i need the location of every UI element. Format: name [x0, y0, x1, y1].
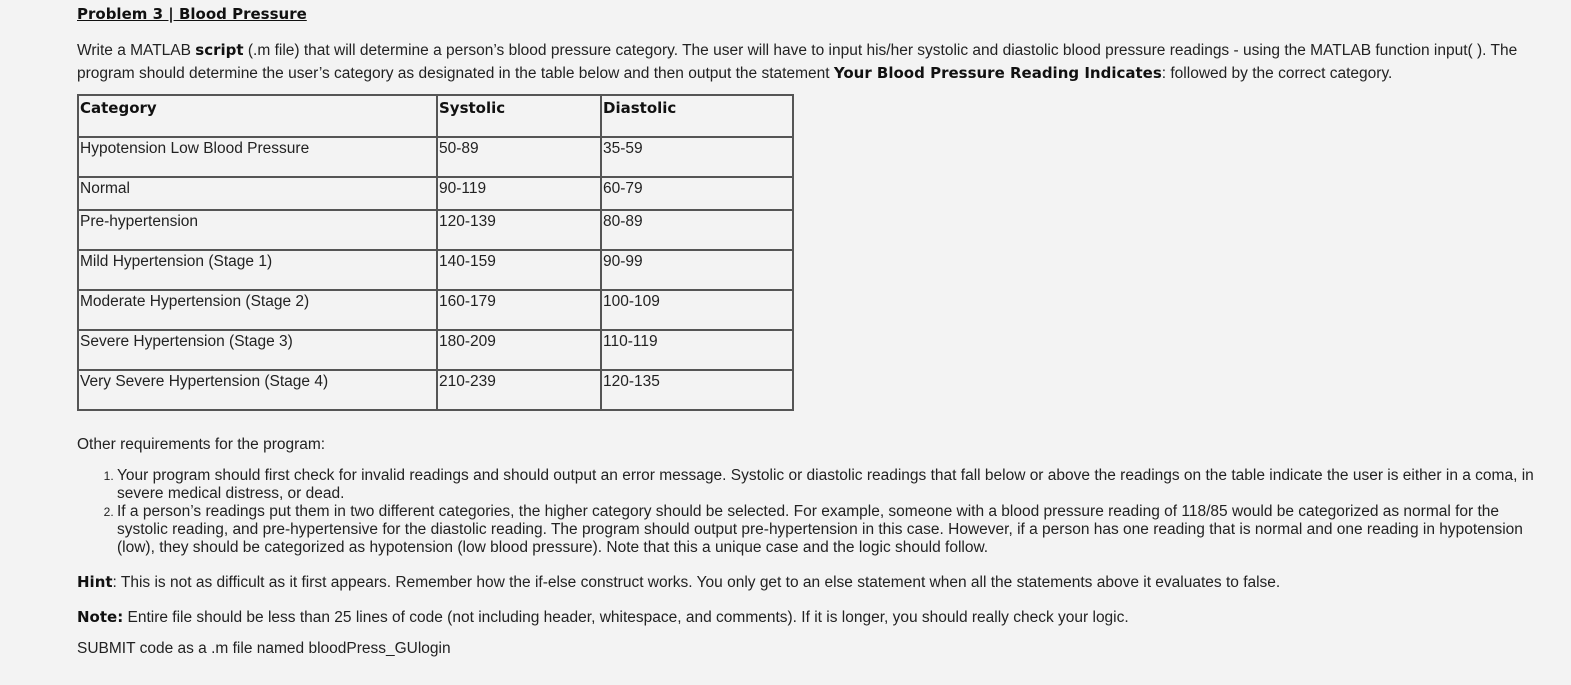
cell-category: Mild Hypertension (Stage 1) [78, 250, 437, 290]
table-row [78, 330, 793, 370]
output-statement: Your Blood Pressure Reading Indicates [833, 64, 1162, 82]
header-systolic: Systolic [437, 95, 601, 137]
table-row [78, 250, 793, 290]
intro-text-3: : followed by the correct category. [1161, 65, 1393, 82]
cell-diastolic: 120-135 [601, 370, 793, 410]
list-item: 2. If a person’s readings put them in two different categories, the higher category should be selected. For example, someone with a blood pressure reading of 118/85 would be categorized as normal for the systolic reading, and pre-hypertensive for the diastolic reading. The program should output pre-hypertension in this case. However, if a person has one reading that is normal and one reading in hypotension (low), they should be categorized as hypotension (low blood pressure). Note that this a unique case and the logic should follow. [117, 503, 1547, 557]
submit-instruction: SUBMIT code as a .m file named bloodPress_GUlogin [77, 640, 451, 657]
table-row [78, 210, 793, 250]
cell-systolic: 160-179 [437, 290, 601, 330]
intro-text-1: Write a MATLAB [77, 42, 196, 59]
cell-systolic: 210-239 [437, 370, 601, 410]
note-paragraph [77, 607, 1129, 628]
cell-diastolic: 100-109 [601, 290, 793, 330]
header-category: Category [78, 95, 437, 137]
table-header-row [78, 95, 793, 137]
cell-diastolic: 80-89 [601, 210, 793, 250]
list-item: 1. Your program should first check for invalid readings and should output an error message. Systolic or diastolic readings that fall below or above the readings on the table indicate the user is either in a coma, in severe medical distress, or dead. [117, 467, 1547, 503]
script-keyword: script [195, 41, 244, 59]
blood-pressure-table [77, 94, 794, 411]
note-text: Entire file should be less than 25 lines of code (not including header, whitespace, and comments). If it is longer, you should really check your logic. [123, 609, 1129, 626]
cell-systolic: 140-159 [437, 250, 601, 290]
cell-category: Normal [78, 177, 437, 210]
table-row [78, 137, 793, 177]
note-label: Note: [77, 608, 124, 626]
table-row [78, 177, 793, 210]
cell-systolic: 120-139 [437, 210, 601, 250]
cell-diastolic: 60-79 [601, 177, 793, 210]
cell-category: Very Severe Hypertension (Stage 4) [78, 370, 437, 410]
intro-text-2: (.m file) that will determine a person’s blood pressure category. The user will have to input his/her systolic and diastolic blood pressure readings - using the MATLAB function input( ). The program should determine the user’s category as designated in the table below and then output the statement [77, 42, 1518, 82]
table-row [78, 370, 793, 410]
requirements-list [77, 467, 1547, 557]
cell-systolic: 90-119 [437, 177, 601, 210]
cell-diastolic: 90-99 [601, 250, 793, 290]
hint-label: Hint [77, 573, 113, 591]
table-row [78, 290, 793, 330]
cell-diastolic: 35-59 [601, 137, 793, 177]
cell-category: Severe Hypertension (Stage 3) [78, 330, 437, 370]
problem-title: Problem 3 | Blood Pressure [77, 5, 307, 23]
cell-diastolic: 110-119 [601, 330, 793, 370]
hint-text: : This is not as difficult as it first appears. Remember how the if-else construct works. You only get to an else statement when all the statements above it evaluates to false. [112, 574, 1281, 591]
cell-category: Moderate Hypertension (Stage 2) [78, 290, 437, 330]
intro-paragraph [77, 39, 1557, 85]
cell-category: Pre-hypertension [78, 210, 437, 250]
cell-systolic: 180-209 [437, 330, 601, 370]
cell-category: Hypotension Low Blood Pressure [78, 137, 437, 177]
other-requirements-heading: Other requirements for the program: [77, 436, 326, 453]
header-diastolic: Diastolic [601, 95, 793, 137]
hint-paragraph [77, 572, 1280, 593]
cell-systolic: 50-89 [437, 137, 601, 177]
